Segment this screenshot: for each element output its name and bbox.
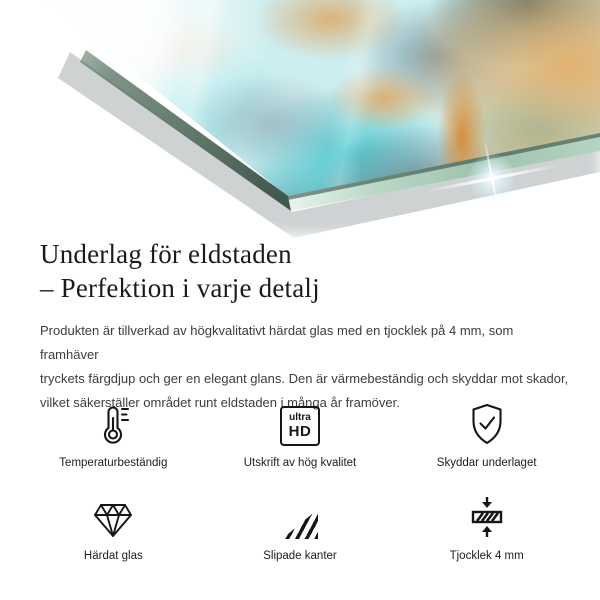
feature-label: Slipade kanter (263, 550, 337, 562)
feature-thickness (393, 491, 580, 562)
intro-line: Produkten är tillverkad av högkvalitativt härdat glas med en tjocklek på 4 mm, som framhäver (40, 323, 514, 362)
description-block (40, 237, 570, 415)
intro-line: tryckets färgdjup och ger en elegant glans. Den är värmebeständig och skyddar mot skador, (40, 371, 569, 386)
page-title (40, 237, 570, 305)
feature-polished-edges (207, 491, 394, 562)
diamond-icon (91, 491, 135, 539)
feature-label: Utskrift av hög kvalitet (243, 457, 357, 469)
product-image (0, 0, 600, 235)
thickness-icon (465, 491, 509, 539)
ultra-hd-icon (280, 398, 320, 446)
feature-print-quality (207, 398, 394, 469)
feature-grid (20, 398, 580, 562)
uhd-badge-top: ultra (289, 412, 311, 423)
feature-temperature (20, 398, 207, 469)
uhd-badge-bottom: HD (288, 423, 312, 440)
bevelled-edges-icon (282, 491, 318, 539)
shield-check-icon (466, 398, 508, 446)
thermometer-icon (92, 398, 134, 446)
feature-protection (393, 398, 580, 469)
feature-tempered-glass (20, 491, 207, 562)
title-line-1: Underlag för eldstaden (40, 239, 292, 269)
feature-label: Skyddar underlaget (436, 457, 537, 469)
feature-label: Härdat glas (83, 550, 143, 562)
title-line-2: – Perfektion i varje detalj (40, 273, 320, 303)
feature-label: Tjocklek 4 mm (449, 550, 524, 562)
feature-label: Temperaturbeständig (59, 457, 168, 469)
intro-line: vilket säkerställer området runt eldstaden i många år framöver. (40, 395, 400, 410)
